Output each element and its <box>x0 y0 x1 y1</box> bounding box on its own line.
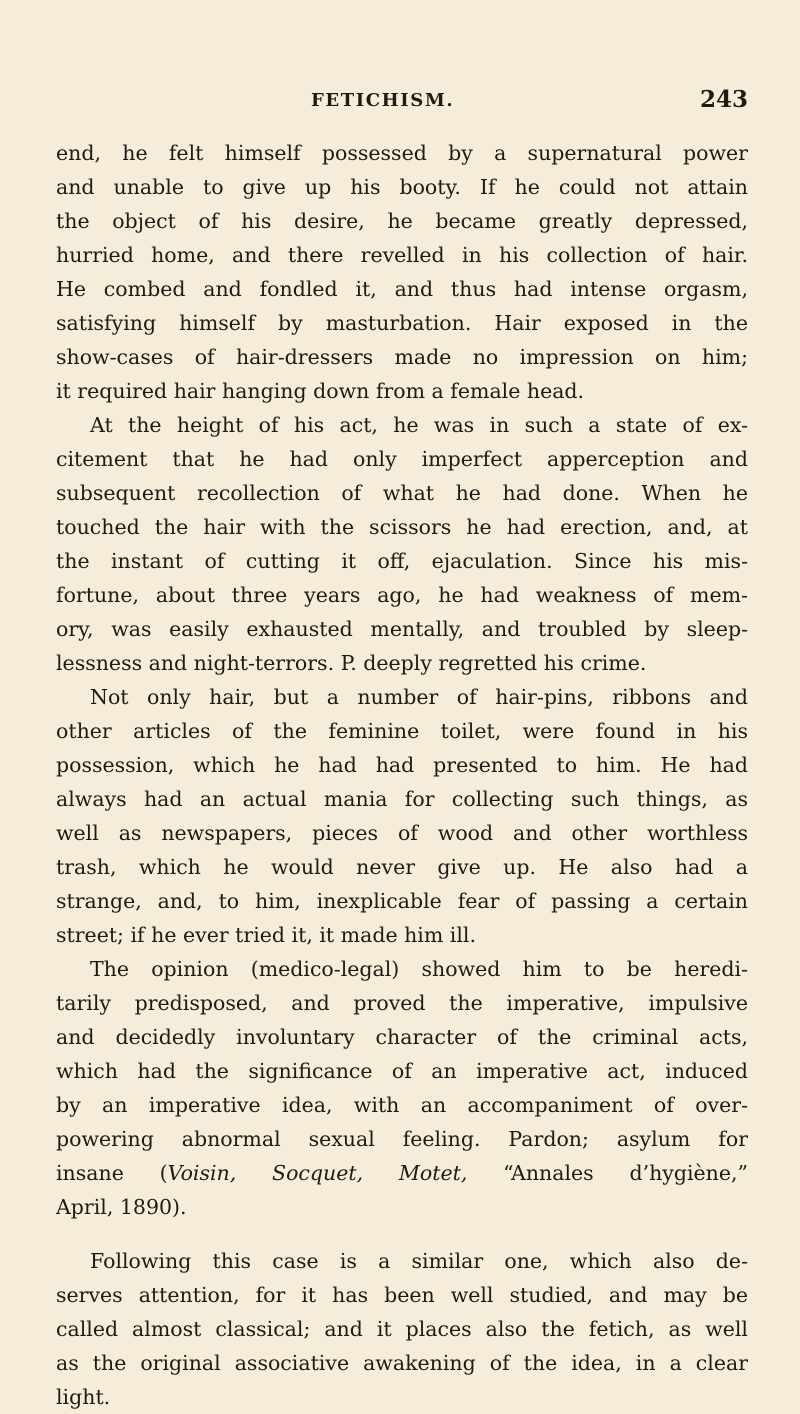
text-line: by an imperative idea, with an accompaniment of over- <box>56 1093 748 1117</box>
text-line: and decidedly involuntary character of the criminal acts, <box>56 1025 748 1049</box>
paragraph-1 <box>56 136 748 408</box>
page-number: 243 <box>699 86 748 113</box>
paragraph-4 <box>56 952 748 1224</box>
paragraph-5 <box>56 1244 748 1414</box>
text-line: strange, and, to him, inexplicable fear of passing a certain <box>56 889 748 913</box>
body-text <box>56 136 748 1414</box>
text-line: hurried home, and there revelled in his collection of hair. <box>56 243 748 267</box>
text-line: the object of his desire, he became greatly depressed, <box>56 209 748 233</box>
text-line: Following this case is a similar one, which also de- <box>90 1249 748 1273</box>
text-line: always had an actual mania for collecting such things, as <box>56 787 748 811</box>
text-line: The opinion (medico-legal) showed him to be heredi- <box>90 957 748 981</box>
running-head <box>56 86 748 120</box>
text-line: Not only hair, but a number of hair-pins, ribbons and <box>90 685 748 709</box>
text-line: serves attention, for it has been well studied, and may be <box>56 1283 748 1307</box>
text-line: powering abnormal sexual feeling. Pardon; asylum for <box>56 1127 748 1151</box>
running-title: FETICHISM. <box>311 90 455 111</box>
citation-line <box>56 1156 748 1190</box>
text-line: other articles of the feminine toilet, were found in his <box>56 719 748 743</box>
paragraph-3 <box>56 680 748 952</box>
text-line: tarily predisposed, and proved the imperative, impulsive <box>56 991 748 1015</box>
text-line: light. <box>56 1385 111 1409</box>
text-line: possession, which he had had presented to him. He had <box>56 753 748 777</box>
text-line: satisfying himself by masturbation. Hair exposed in the <box>56 311 748 335</box>
text-line: ory, was easily exhausted mentally, and troubled by sleep- <box>56 617 748 641</box>
paragraph-2 <box>56 408 748 680</box>
text-line: fortune, about three years ago, he had weakness of mem- <box>56 583 748 607</box>
citation-date: April, 1890). <box>56 1195 187 1219</box>
citation-authors: Voisin, Socquet, Motet, <box>167 1161 468 1185</box>
text-line: subsequent recollection of what he had done. When he <box>56 481 748 505</box>
text-line: called almost classical; and it places also the fetich, as well <box>56 1317 748 1341</box>
text-line: end, he felt himself possessed by a supernatural power <box>56 141 748 165</box>
text-line: as the original associative awakening of the idea, in a clear <box>56 1351 748 1375</box>
text-line: At the height of his act, he was in such a state of ex- <box>90 413 748 437</box>
text-line: citement that he had only imperfect apperception and <box>56 447 748 471</box>
citation-prefix: insane ( <box>56 1161 168 1185</box>
text-line: it required hair hanging down from a female head. <box>56 379 585 403</box>
text-line: and unable to give up his booty. If he could not attain <box>56 175 748 199</box>
text-line: show-cases of hair-dressers made no impression on him; <box>56 345 748 369</box>
text-line: the instant of cutting it off, ejaculation. Since his mis- <box>56 549 748 573</box>
text-line: street; if he ever tried it, it made him ill. <box>56 923 476 947</box>
text-line: well as newspapers, pieces of wood and other worthless <box>56 821 748 845</box>
text-line: He combed and fondled it, and thus had intense orgasm, <box>56 277 748 301</box>
text-line: lessness and night-terrors. P. deeply regretted his crime. <box>56 651 647 675</box>
text-line: touched the hair with the scissors he had erection, and, at <box>56 515 748 539</box>
citation-journal: “Annales d’hygiène,” <box>467 1161 748 1185</box>
paragraph-gap <box>56 1224 748 1244</box>
text-line: which had the significance of an imperative act, induced <box>56 1059 748 1083</box>
text-line: trash, which he would never give up. He also had a <box>56 855 748 879</box>
